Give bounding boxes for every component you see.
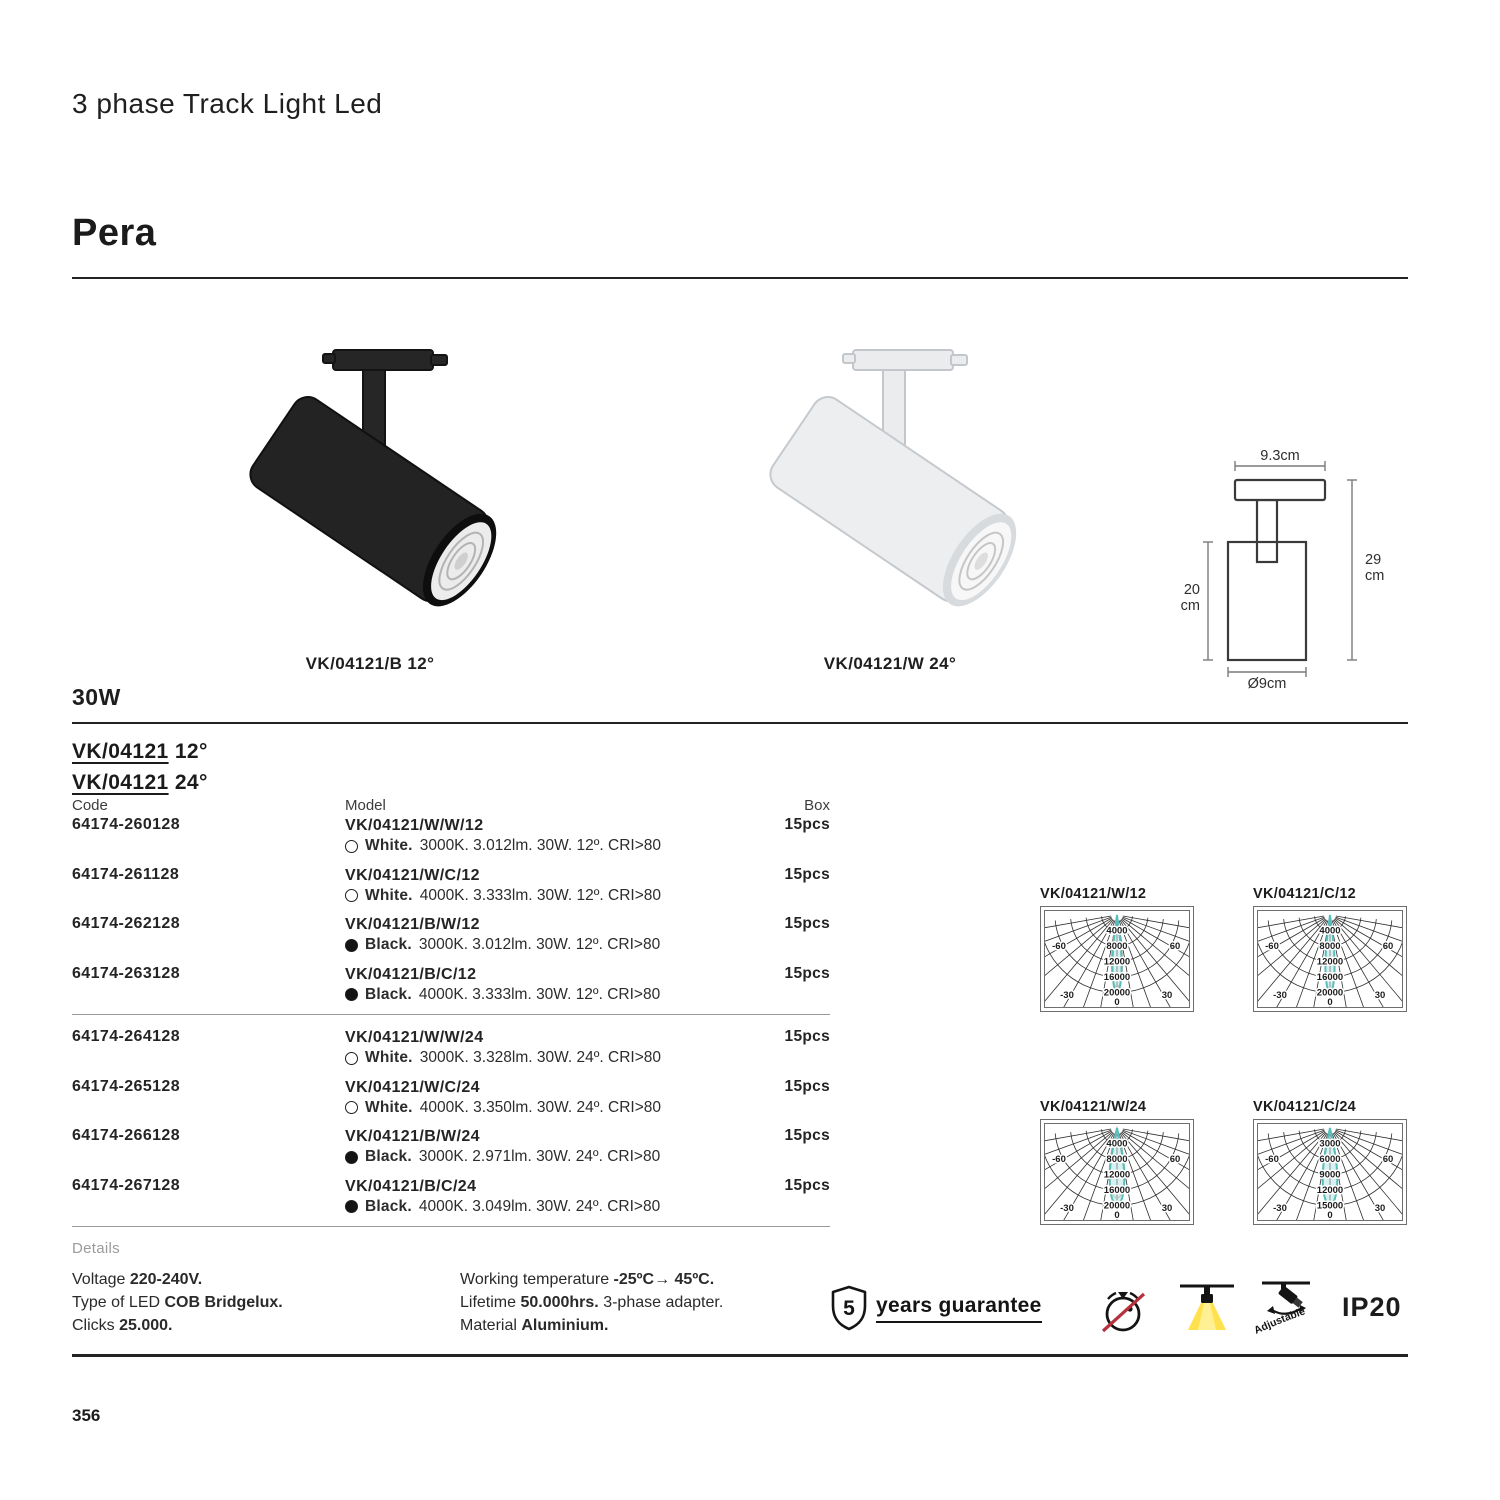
product-description (345, 1147, 738, 1167)
detail-value: 220-240V. (129, 1271, 203, 1288)
detail-label: Clicks (72, 1317, 120, 1334)
svg-text:12000: 12000 (1316, 956, 1344, 968)
product-box-qty: 15pcs (784, 1077, 830, 1095)
ip-rating-label: IP20 (1342, 1292, 1402, 1322)
col-header-model: Model (345, 797, 386, 814)
detail-value: Aluminium. (521, 1317, 609, 1334)
spec-table-body (72, 816, 830, 1227)
detail-line (460, 1314, 860, 1337)
variant-links (72, 736, 208, 798)
svg-text:60: 60 (1169, 1154, 1181, 1165)
svg-text:-30: -30 (1060, 990, 1074, 1001)
svg-text:20000: 20000 (1103, 987, 1131, 999)
photometric-title: VK/04121/W/12 (1040, 886, 1147, 902)
product-model-name: VK/04121/W/C/12 (345, 866, 480, 884)
svg-text:20000: 20000 (1103, 1200, 1131, 1212)
guarantee-shield-icon (828, 1284, 870, 1337)
svg-text:-60: -60 (1265, 1154, 1279, 1165)
photometric-title: VK/04121/W/24 (1040, 1099, 1147, 1115)
svg-text:-60: -60 (1052, 941, 1066, 952)
svg-text:4000: 4000 (1106, 1138, 1128, 1150)
product-description (345, 935, 738, 955)
detail-value: 25.000. (119, 1317, 173, 1334)
product-model-cell (345, 965, 738, 1005)
black-color-swatch (345, 988, 358, 1001)
svg-text:30: 30 (1374, 990, 1386, 1001)
product-model-cell (345, 1177, 738, 1217)
svg-text:Adjustable (1252, 1305, 1307, 1336)
svg-text:-30: -30 (1060, 1203, 1074, 1214)
track-light-icon (1178, 1280, 1236, 1341)
product-color-label: Black. (365, 985, 412, 1003)
product-description (345, 1098, 738, 1118)
spec-table (72, 797, 830, 1240)
product-spec-text: 3000K. 2.971lm. 30W. 24º. CRI>80 (418, 1148, 661, 1165)
photometric-diagram (1040, 886, 1194, 1012)
detail-line (72, 1314, 442, 1337)
white-color-swatch (345, 840, 358, 853)
dim-body-height-unit: cm (1180, 598, 1200, 614)
product-box-qty: 15pcs (784, 816, 830, 833)
col-header-code: Code (72, 797, 108, 814)
product-spec-text: 4000K. 3.333lm. 30W. 12º. CRI>80 (418, 985, 661, 1003)
svg-text:16000: 16000 (1103, 1185, 1131, 1197)
svg-text:30: 30 (1374, 1203, 1386, 1214)
product-model-name: VK/04121/B/W/12 (345, 916, 480, 933)
svg-text:4000: 4000 (1106, 925, 1128, 937)
photometric-title: VK/04121/C/12 (1253, 886, 1357, 902)
white-color-swatch (345, 1052, 358, 1065)
product-box-qty: 15pcs (784, 865, 830, 883)
variant-link-12[interactable] (72, 736, 208, 767)
product-color-label: White. (365, 1098, 413, 1116)
svg-text:-60: -60 (1265, 941, 1279, 952)
product-box-qty: 15pcs (784, 1028, 830, 1045)
product-description (345, 1197, 738, 1217)
dim-total-height-unit: cm (1365, 568, 1385, 584)
black-color-swatch (345, 939, 358, 952)
product-model-cell (345, 1078, 738, 1118)
detail-value: COB Bridgelux. (164, 1294, 283, 1311)
product-model-name: VK/04121/B/C/24 (345, 1177, 477, 1195)
product-code: 64174-264128 (72, 1028, 181, 1045)
product-box-qty: 15pcs (784, 1127, 830, 1144)
svg-text:12000: 12000 (1316, 1185, 1344, 1197)
product-spec-text: 3000K. 3.012lm. 30W. 12º. CRI>80 (419, 837, 662, 854)
photometric-chart (1040, 906, 1194, 1012)
svg-text:60: 60 (1169, 941, 1181, 952)
photometric-chart (1253, 906, 1407, 1012)
product-code: 64174-265128 (72, 1077, 181, 1095)
dim-width-label: 9.3cm (1260, 450, 1300, 464)
header-divider (72, 277, 1408, 279)
svg-text:9000: 9000 (1319, 1169, 1341, 1181)
svg-text:-30: -30 (1273, 990, 1287, 1001)
dim-total-height-num: 29 (1365, 552, 1382, 568)
details-left-column (72, 1268, 442, 1337)
photometric-chart (1040, 1119, 1194, 1225)
svg-text:8000: 8000 (1106, 941, 1128, 953)
table-row (72, 866, 830, 906)
product-box-qty: 15pcs (784, 1176, 830, 1194)
detail-line (72, 1291, 442, 1314)
white-color-swatch (345, 889, 358, 902)
product-color-label: Black. (365, 1197, 412, 1215)
product-caption: VK/04121/W 24° (823, 654, 957, 673)
variant-link-24[interactable] (72, 767, 208, 798)
not-dimmable-icon (1096, 1283, 1150, 1342)
table-row (72, 1127, 830, 1167)
detail-line (460, 1268, 860, 1291)
details-label: Details (72, 1240, 120, 1257)
detail-line (460, 1291, 860, 1314)
product-model-name: VK/04121/W/C/24 (345, 1078, 480, 1096)
table-row (72, 1028, 830, 1068)
detail-extra: 3-phase adapter. (598, 1294, 724, 1311)
footer-divider (72, 1354, 1408, 1357)
product-box-qty: 15pcs (784, 915, 830, 932)
detail-label: Working temperature (460, 1271, 614, 1288)
svg-text:30: 30 (1161, 990, 1173, 1001)
product-description (345, 836, 738, 856)
product-model-name: VK/04121/B/C/12 (345, 965, 477, 983)
svg-text:3000: 3000 (1319, 1138, 1341, 1150)
variant-angle: 24° (168, 771, 208, 794)
product-spec-text: 3000K. 3.012lm. 30W. 12º. CRI>80 (418, 936, 661, 953)
product-description (345, 985, 738, 1005)
spec-table-header (72, 797, 830, 814)
product-spec-text: 4000K. 3.333lm. 30W. 12º. CRI>80 (419, 886, 662, 904)
photometric-diagram (1040, 1099, 1194, 1225)
variant-code[interactable]: VK/04121 (72, 771, 169, 794)
product-color-label: Black. (365, 1148, 412, 1165)
svg-text:20000: 20000 (1316, 987, 1344, 999)
svg-text:16000: 16000 (1316, 972, 1344, 984)
product-model-cell (345, 816, 738, 856)
black-color-swatch (345, 1151, 358, 1164)
table-row (72, 1177, 830, 1217)
svg-text:0: 0 (1114, 1210, 1120, 1221)
wattage-divider (72, 722, 1408, 724)
adjustable-icon (1248, 1276, 1322, 1345)
detail-label: Voltage (72, 1271, 130, 1288)
product-figure-black (205, 328, 535, 674)
product-color-label: Black. (365, 936, 412, 953)
table-group-divider (72, 1014, 830, 1015)
product-color-label: White. (365, 1049, 413, 1066)
table-row (72, 1078, 830, 1118)
product-code: 64174-263128 (72, 964, 181, 982)
svg-text:4000: 4000 (1319, 925, 1341, 937)
svg-text:12000: 12000 (1103, 1169, 1131, 1181)
product-model-cell (345, 866, 738, 906)
details-right-column (460, 1268, 860, 1337)
product-figure-white (725, 328, 1055, 674)
page-title: 3 phase Track Light Led (72, 88, 383, 119)
svg-text:6000: 6000 (1319, 1154, 1341, 1166)
svg-text:12000: 12000 (1103, 956, 1131, 968)
adjustable-label: Adjustable (1252, 1305, 1307, 1337)
product-color-label: White. (365, 886, 413, 904)
svg-text:0: 0 (1114, 997, 1120, 1008)
product-box-qty: 15pcs (784, 964, 830, 982)
product-spec-text: 3000K. 3.328lm. 30W. 24º. CRI>80 (419, 1049, 662, 1066)
dim-body-outline (1228, 542, 1306, 660)
product-spec-text: 4000K. 3.350lm. 30W. 24º. CRI>80 (419, 1098, 662, 1116)
product-model-name: VK/04121/W/W/24 (345, 1029, 484, 1046)
dimension-diagram (1160, 450, 1430, 695)
photometric-diagram (1253, 1099, 1407, 1225)
svg-text:15000: 15000 (1316, 1200, 1344, 1212)
guarantee-label: years guarantee (876, 1294, 1042, 1323)
table-group-divider (72, 1226, 830, 1227)
product-image-white-lamp (725, 328, 1055, 638)
wattage-label: 30W (72, 684, 121, 710)
dim-adapter-outline (1235, 480, 1325, 500)
svg-text:0: 0 (1327, 1210, 1333, 1221)
variant-angle: 12° (168, 740, 208, 763)
product-model-cell (345, 1028, 738, 1068)
table-row (72, 915, 830, 955)
svg-text:0: 0 (1327, 997, 1333, 1008)
product-description (345, 886, 738, 906)
svg-text:8000: 8000 (1319, 941, 1341, 953)
table-row (72, 816, 830, 856)
product-description (345, 1048, 738, 1068)
page-number: 356 (72, 1406, 101, 1425)
variant-code[interactable]: VK/04121 (72, 740, 169, 763)
svg-text:-60: -60 (1052, 1154, 1066, 1165)
product-model-cell (345, 1127, 738, 1167)
product-model-name: VK/04121/W/W/12 (345, 817, 484, 834)
svg-text:16000: 16000 (1103, 972, 1131, 984)
table-row (72, 965, 830, 1005)
product-spec-text: 4000K. 3.049lm. 30W. 24º. CRI>80 (418, 1197, 661, 1215)
product-code: 64174-261128 (72, 865, 180, 883)
detail-label: Lifetime (460, 1294, 521, 1311)
product-code: 64174-267128 (72, 1176, 181, 1194)
product-color-label: White. (365, 837, 413, 854)
product-code: 64174-260128 (72, 816, 181, 833)
detail-label: Type of LED (72, 1294, 165, 1311)
black-color-swatch (345, 1200, 358, 1213)
svg-text:30: 30 (1161, 1203, 1173, 1214)
svg-text:-30: -30 (1273, 1203, 1287, 1214)
product-model-name: VK/04121/B/W/24 (345, 1128, 480, 1145)
svg-text:60: 60 (1382, 941, 1394, 952)
white-color-swatch (345, 1101, 358, 1114)
detail-value: -25ºC→ 45ºC. (613, 1271, 715, 1288)
detail-value: 50.000hrs. (520, 1294, 599, 1311)
photometric-chart (1253, 1119, 1407, 1225)
detail-label: Material (460, 1317, 522, 1334)
photometric-diagram (1253, 886, 1407, 1012)
svg-text:8000: 8000 (1106, 1154, 1128, 1166)
product-caption: VK/04121/B 12° (305, 654, 435, 673)
detail-line (72, 1268, 442, 1291)
dim-body-height-num: 20 (1183, 582, 1200, 598)
guarantee-number: 5 (843, 1297, 855, 1320)
product-code: 64174-266128 (72, 1127, 181, 1144)
dim-diameter-label: Ø9cm (1247, 676, 1287, 690)
product-image-black-lamp (205, 328, 535, 638)
product-name: Pera (72, 212, 157, 254)
product-model-cell (345, 915, 738, 955)
col-header-box: Box (804, 797, 830, 814)
product-code: 64174-262128 (72, 915, 181, 932)
svg-text:60: 60 (1382, 1154, 1394, 1165)
photometric-title: VK/04121/C/24 (1253, 1099, 1357, 1115)
